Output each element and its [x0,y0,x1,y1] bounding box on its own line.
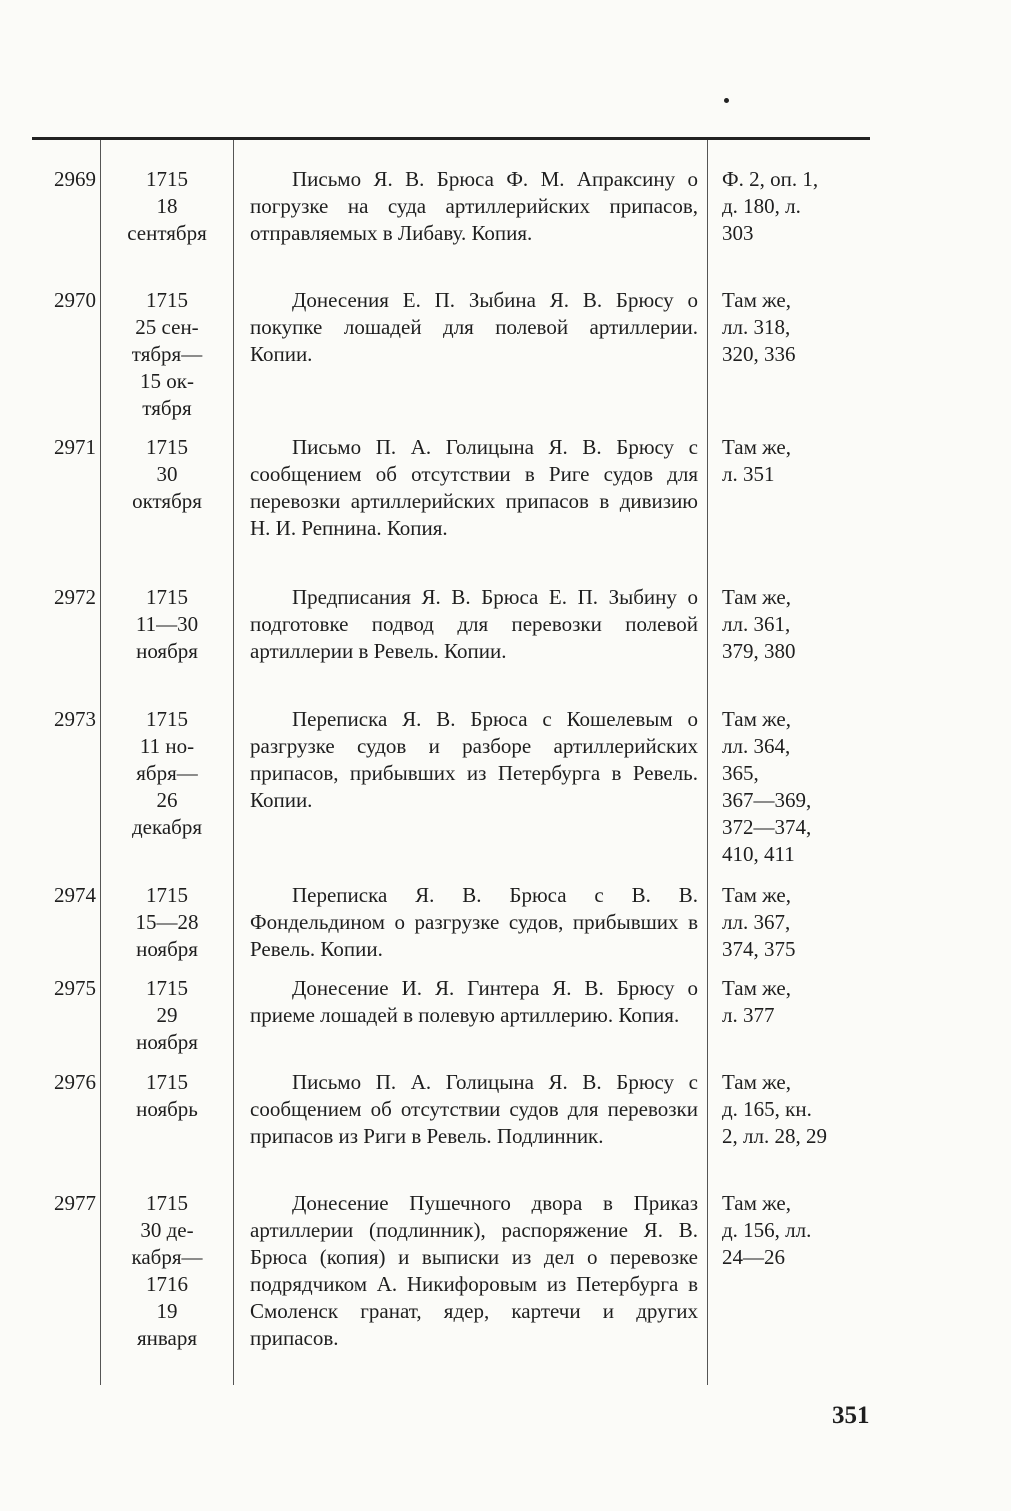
entry-reference: Там же, лл. 361, 379, 380 [722,585,796,663]
entry-reference: Там же, л. 377 [722,976,791,1027]
column-divider-number [100,140,101,1385]
printer-mark [724,98,729,103]
entry-date: 1715 11 но- ября— 26 декабря [131,707,203,839]
entry-description: Предписания Я. В. Брюса Е. П. Зыбину о подготовке подвод для перевозки полевой артиллерии в Ревель. Копии. [250,585,698,663]
entry-description: Переписка Я. В. Брюса с Кошелевым о разгрузке судов и разборе артиллерийских припасов, прибывших из Петербурга в Ревель. Копии. [250,707,698,812]
entry-date: 1715 25 сен- тября— 15 ок- тября [131,288,203,420]
entry-reference: Там же, д. 156, лл. 24—26 [722,1191,812,1269]
entry-number: 2977 [54,1191,96,1215]
entry-reference: Там же, л. 351 [722,435,791,486]
entry-description: Письмо Я. В. Брюса Ф. М. Апраксину о погрузке на суда артиллерийских припасов, отправляемых в Либаву. Копия. [250,167,698,245]
entry-date: 1715 15—28 ноября [135,883,199,961]
entry-description: Донесение И. Я. Гинтера Я. В. Брюсу о приеме лошадей в полевую артиллерию. Копия. [250,976,698,1027]
entry-reference: Там же, лл. 367, 374, 375 [722,883,796,961]
column-divider-reference [707,140,708,1385]
column-divider-date [233,140,234,1385]
entry-number: 2970 [54,288,96,312]
entry-number: 2972 [54,585,96,609]
entry-date: 1715 30 де- кабря— 1716 19 января [131,1191,203,1350]
entry-description: Переписка Я. В. Брюса с В. В. Фондельдином о разгрузке судов, прибывших в Ревель. Копии. [250,883,698,961]
entry-number: 2976 [54,1070,96,1094]
page-number: 351 [832,1402,870,1429]
entry-date: 1715 18 сентября [127,167,207,245]
entry-description: Донесение Пушечного двора в Приказ артиллерии (подлинник), распоряжение Я. В. Брюса (копия) и выписки из дел о перевозке подрядчиком А. Никифоровым из Петербурга в Смоленск гранат, ядер, картечи и других припасов. [250,1191,698,1350]
entry-date: 1715 11—30 ноября [135,585,199,663]
entry-reference: Там же, лл. 364, 365, 367—369, 372—374, 410, 411 [722,707,812,866]
entry-description: Донесения Е. П. Зыбина Я. В. Брюсу о покупке лошадей для полевой артиллерии. Копии. [250,288,698,366]
entry-date: 1715 ноябрь [136,1070,198,1121]
entry-reference: Там же, д. 165, кн. 2, лл. 28, 29 [722,1070,827,1148]
top-rule [32,137,870,140]
entry-number: 2975 [54,976,96,1000]
entry-date: 1715 30 октября [132,435,202,513]
entry-description: Письмо П. А. Голицына Я. В. Брюсу с сообщением об отсутствии судов для перевозки припасов из Риги в Ревель. Подлинник. [250,1070,698,1148]
entry-number: 2969 [54,167,96,191]
entry-date: 1715 29 ноября [136,976,198,1054]
entry-number: 2971 [54,435,96,459]
entry-reference: Ф. 2, оп. 1, д. 180, л. 303 [722,167,819,245]
entry-number: 2973 [54,707,96,731]
entry-description: Письмо П. А. Голицына Я. В. Брюсу с сообщением об отсутствии в Риге судов для перевозки артиллерийских припасов в дивизию Н. И. Репнина. Копия. [250,435,698,540]
entry-number: 2974 [54,883,96,907]
entry-reference: Там же, лл. 318, 320, 336 [722,288,796,366]
